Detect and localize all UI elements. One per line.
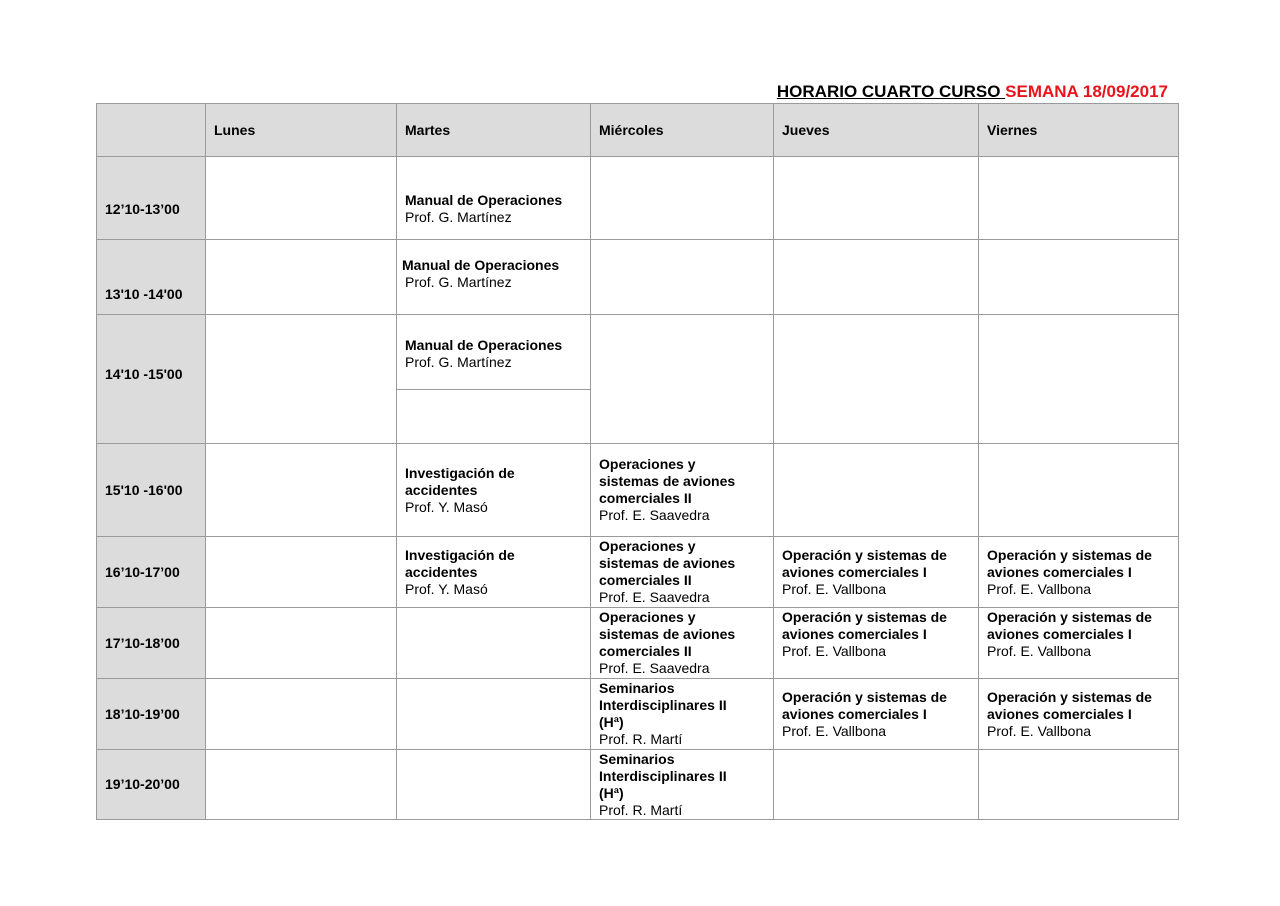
- time-slot: 18’10-19’00: [97, 679, 206, 750]
- time-slot: 17’10-18’00: [97, 608, 206, 679]
- subject: Operación y sistemas de aviones comerciales I: [782, 609, 947, 642]
- professor: Prof. Y. Masó: [405, 580, 488, 597]
- title-week: SEMANA 18/09/2017: [1005, 82, 1168, 101]
- time-slot: 12’10-13’00: [97, 157, 206, 240]
- professor: Prof. E. Vallbona: [987, 722, 1092, 739]
- empty-cell: [591, 315, 774, 444]
- professor: Prof. E. Vallbona: [987, 643, 1092, 659]
- professor: Prof. E. Vallbona: [782, 722, 887, 739]
- subject: Seminarios Interdisciplinares II (Hª): [599, 680, 727, 730]
- empty-cell: [774, 157, 979, 240]
- subject: Operaciones y sistemas de aviones comerciales II: [599, 538, 736, 588]
- professor: Prof. Y. Masó: [405, 498, 488, 515]
- header-row: [97, 104, 1179, 157]
- day-header: Martes: [397, 104, 591, 157]
- class-cell: [591, 537, 774, 608]
- subject: Operación y sistemas de aviones comerciales I: [782, 688, 947, 722]
- class-cell: [979, 608, 1179, 679]
- empty-cell: [774, 315, 979, 444]
- time-slot: 14'10 -15'00: [97, 315, 206, 444]
- corner-cell: [97, 104, 206, 157]
- class-cell: [774, 679, 979, 750]
- table-row: [97, 537, 1179, 608]
- class-cell: [397, 240, 591, 315]
- subject: Operaciones y sistemas de aviones comerciales II: [599, 609, 736, 659]
- class-cell: [591, 750, 774, 820]
- time-slot: 15'10 -16'00: [97, 444, 206, 537]
- empty-cell: [979, 444, 1179, 537]
- subject: Operación y sistemas de aviones comerciales I: [987, 546, 1152, 580]
- subject: Investigación de accidentes: [405, 464, 515, 498]
- empty-cell: [206, 537, 397, 608]
- subject: Operaciones y sistemas de aviones comerciales II: [599, 456, 736, 506]
- table-row: [97, 679, 1179, 750]
- empty-cell: [397, 390, 591, 444]
- time-slot: 16’10-17’00: [97, 537, 206, 608]
- title-course: HORARIO CUARTO CURSO: [776, 82, 1006, 101]
- empty-cell: [591, 157, 774, 240]
- empty-cell: [397, 750, 591, 820]
- subject: Manual de Operaciones: [405, 192, 563, 208]
- professor: Prof. G. Martínez: [405, 209, 512, 225]
- subject: Investigación de accidentes: [405, 546, 515, 580]
- professor: Prof. R. Martí: [599, 801, 683, 818]
- day-header: Lunes: [206, 104, 397, 157]
- empty-cell: [206, 240, 397, 315]
- empty-cell: [591, 240, 774, 315]
- professor: Prof. E. Vallbona: [782, 643, 887, 659]
- table-row: [97, 750, 1179, 820]
- day-header: Viernes: [979, 104, 1179, 157]
- professor: Prof. R. Martí: [599, 731, 683, 747]
- empty-cell: [206, 157, 397, 240]
- empty-cell: [397, 608, 591, 679]
- day-header: Jueves: [774, 104, 979, 157]
- schedule-table: [96, 103, 1179, 820]
- class-cell: [979, 679, 1179, 750]
- page-title: [777, 82, 1168, 102]
- table-row: [97, 315, 1179, 390]
- empty-cell: [397, 679, 591, 750]
- empty-cell: [206, 679, 397, 750]
- table-row: [97, 608, 1179, 679]
- class-cell: [591, 679, 774, 750]
- class-cell: [774, 608, 979, 679]
- professor: Prof. E. Saavedra: [599, 507, 710, 523]
- empty-cell: [774, 240, 979, 315]
- day-header: Miércoles: [591, 104, 774, 157]
- subject: Operación y sistemas de aviones comerciales I: [782, 546, 947, 580]
- class-cell: [979, 537, 1179, 608]
- class-cell: [397, 537, 591, 608]
- professor: Prof. E. Vallbona: [782, 580, 887, 597]
- table-row: [97, 240, 1179, 315]
- empty-cell: [774, 444, 979, 537]
- professor: Prof. G. Martínez: [405, 274, 512, 290]
- subject: Manual de Operaciones: [402, 257, 560, 273]
- class-cell: [397, 315, 591, 390]
- empty-cell: [206, 444, 397, 537]
- empty-cell: [206, 315, 397, 444]
- time-slot: 19’10-20’00: [97, 750, 206, 820]
- class-cell: [397, 444, 591, 537]
- empty-cell: [979, 750, 1179, 820]
- subject: Operación y sistemas de aviones comerciales I: [987, 609, 1152, 642]
- empty-cell: [979, 240, 1179, 315]
- empty-cell: [979, 157, 1179, 240]
- class-cell: [591, 444, 774, 537]
- class-cell: [397, 157, 591, 240]
- time-slot: 13'10 -14'00: [97, 240, 206, 315]
- empty-cell: [206, 750, 397, 820]
- class-cell: [774, 537, 979, 608]
- subject: Manual de Operaciones: [405, 337, 563, 353]
- subject: Operación y sistemas de aviones comerciales I: [987, 688, 1152, 722]
- table-row: [97, 444, 1179, 537]
- empty-cell: [979, 315, 1179, 444]
- professor: Prof. E. Saavedra: [599, 589, 710, 605]
- class-cell: [591, 608, 774, 679]
- professor: Prof. E. Vallbona: [987, 580, 1092, 597]
- professor: Prof. G. Martínez: [405, 354, 512, 370]
- empty-cell: [774, 750, 979, 820]
- table-row: [97, 157, 1179, 240]
- subject: Seminarios Interdisciplinares II (Hª): [599, 750, 727, 801]
- professor: Prof. E. Saavedra: [599, 660, 710, 676]
- empty-cell: [206, 608, 397, 679]
